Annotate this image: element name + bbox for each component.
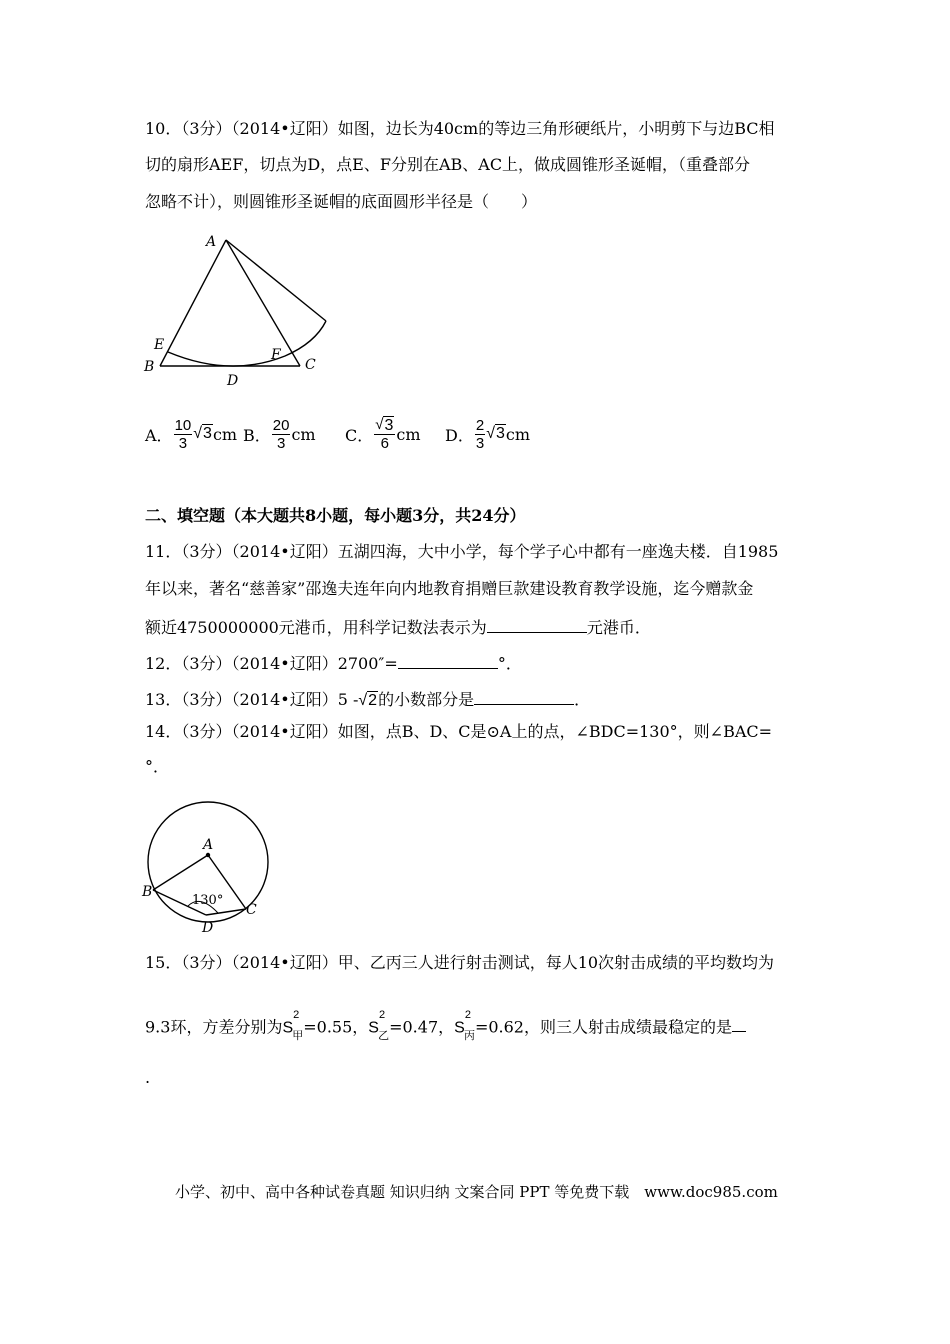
segment-ab bbox=[153, 855, 208, 890]
sqrt-sign: √3 bbox=[486, 425, 505, 442]
variance-bing: $S^2_丙$ bbox=[454, 1009, 475, 1042]
q14-line-2: °． bbox=[145, 757, 170, 776]
sector-arc bbox=[168, 321, 326, 366]
fraction: $\frac{20}{3}$ bbox=[272, 416, 290, 452]
label-b: B bbox=[142, 884, 153, 900]
sqrt-sign: √3 bbox=[193, 425, 212, 442]
label-c: C bbox=[246, 902, 257, 918]
fraction: $\frac{√3}{6}$ bbox=[375, 416, 394, 452]
answer-blank bbox=[487, 614, 587, 633]
footer-text: 小学、初中、高中各种试卷真题 知识归纳 文案合同 PPT 等免费下载 www.doc985.com bbox=[175, 1183, 778, 1201]
q11-line-1: 11．（3分）（2014•辽阳）五湖四海，大中小学，每个学子心中都有一座逸夫楼．自1985 bbox=[145, 542, 779, 561]
q13-line: 13．（3分）（2014•辽阳）5 -√2的小数部分是 ． bbox=[145, 686, 590, 713]
q10-option-b: B． $\frac{20}{3}$ cm bbox=[243, 416, 316, 452]
label-d: D bbox=[227, 373, 239, 389]
sqrt-sign: √2 bbox=[358, 691, 378, 709]
q10-option-c: C． $\frac{√3}{6}$ cm bbox=[345, 416, 421, 452]
sector-radius bbox=[226, 240, 326, 321]
label-c: C bbox=[305, 357, 316, 373]
label-a: A bbox=[206, 234, 217, 250]
q14-figure bbox=[140, 792, 280, 937]
q11-line-2: 年以来，著名“慈善家”邵逸夫连年向内地教育捐赠巨款建设教育教学设施，迄今赠款金 bbox=[145, 579, 754, 598]
q10-line-3: 忽略不计），则圆锥形圣诞帽的底面圆形半径是（ ） bbox=[145, 192, 538, 211]
q10-line-1: 10．（3分）（2014•辽阳）如图，边长为40cm的等边三角形硬纸片，小明剪下与边BC相 bbox=[145, 119, 775, 138]
section-2-title: 二、填空题（本大题共8小题，每小题3分，共24分） bbox=[145, 506, 526, 525]
answer-blank bbox=[474, 686, 574, 705]
label-a: A bbox=[203, 837, 214, 853]
q10-option-d: D． $\frac{2}{3}$ √3 cm bbox=[445, 416, 531, 452]
answer-blank bbox=[398, 650, 498, 669]
q10-option-a: A． $\frac{10}{3}$ √3 cm bbox=[145, 416, 238, 452]
fraction: $\frac{2}{3}$ bbox=[475, 416, 485, 452]
label-e: E bbox=[154, 337, 165, 353]
fraction: $\frac{10}{3}$ bbox=[174, 416, 192, 452]
q11-line-3: 额近4750000000元港币，用科学记数法表示为 元港币． bbox=[145, 614, 651, 640]
angle-label: 130° bbox=[192, 893, 224, 908]
label-d: D bbox=[202, 920, 214, 936]
edge-ac bbox=[226, 240, 300, 366]
edge-ab bbox=[160, 240, 226, 366]
variance-yi: $S^2_乙$ bbox=[368, 1009, 390, 1042]
q15-line-1: 15．（3分）（2014•辽阳）甲、乙丙三人进行射击测试，每人10次射击成绩的平均数均为 bbox=[145, 953, 775, 972]
answer-blank bbox=[732, 1013, 746, 1032]
variance-jia: $S^2_甲$ bbox=[282, 1009, 304, 1042]
q14-line-1: 14．（3分）（2014•辽阳）如图，点B、D、C是⊙A上的点，∠BDC=130°，则∠BAC= bbox=[145, 722, 773, 741]
q15-line-3: . bbox=[145, 1068, 151, 1087]
label-b: B bbox=[144, 359, 155, 375]
q10-line-2: 切的扇形AEF，切点为D，点E、F分别在AB、AC上，做成圆锥形圣诞帽，（重叠部分 bbox=[145, 155, 751, 174]
q12-line: 12．（3分）（2014•辽阳）2700″= °． bbox=[145, 650, 522, 676]
q15-line-2: 9.3环，方差分别为$S^2_甲=0.55$，$S^2_乙=0.47$，$S^2_丙=0.62$，则三人射击成绩最稳定的是 bbox=[145, 1011, 746, 1046]
label-f: F bbox=[271, 347, 281, 363]
q10-figure bbox=[140, 228, 340, 389]
